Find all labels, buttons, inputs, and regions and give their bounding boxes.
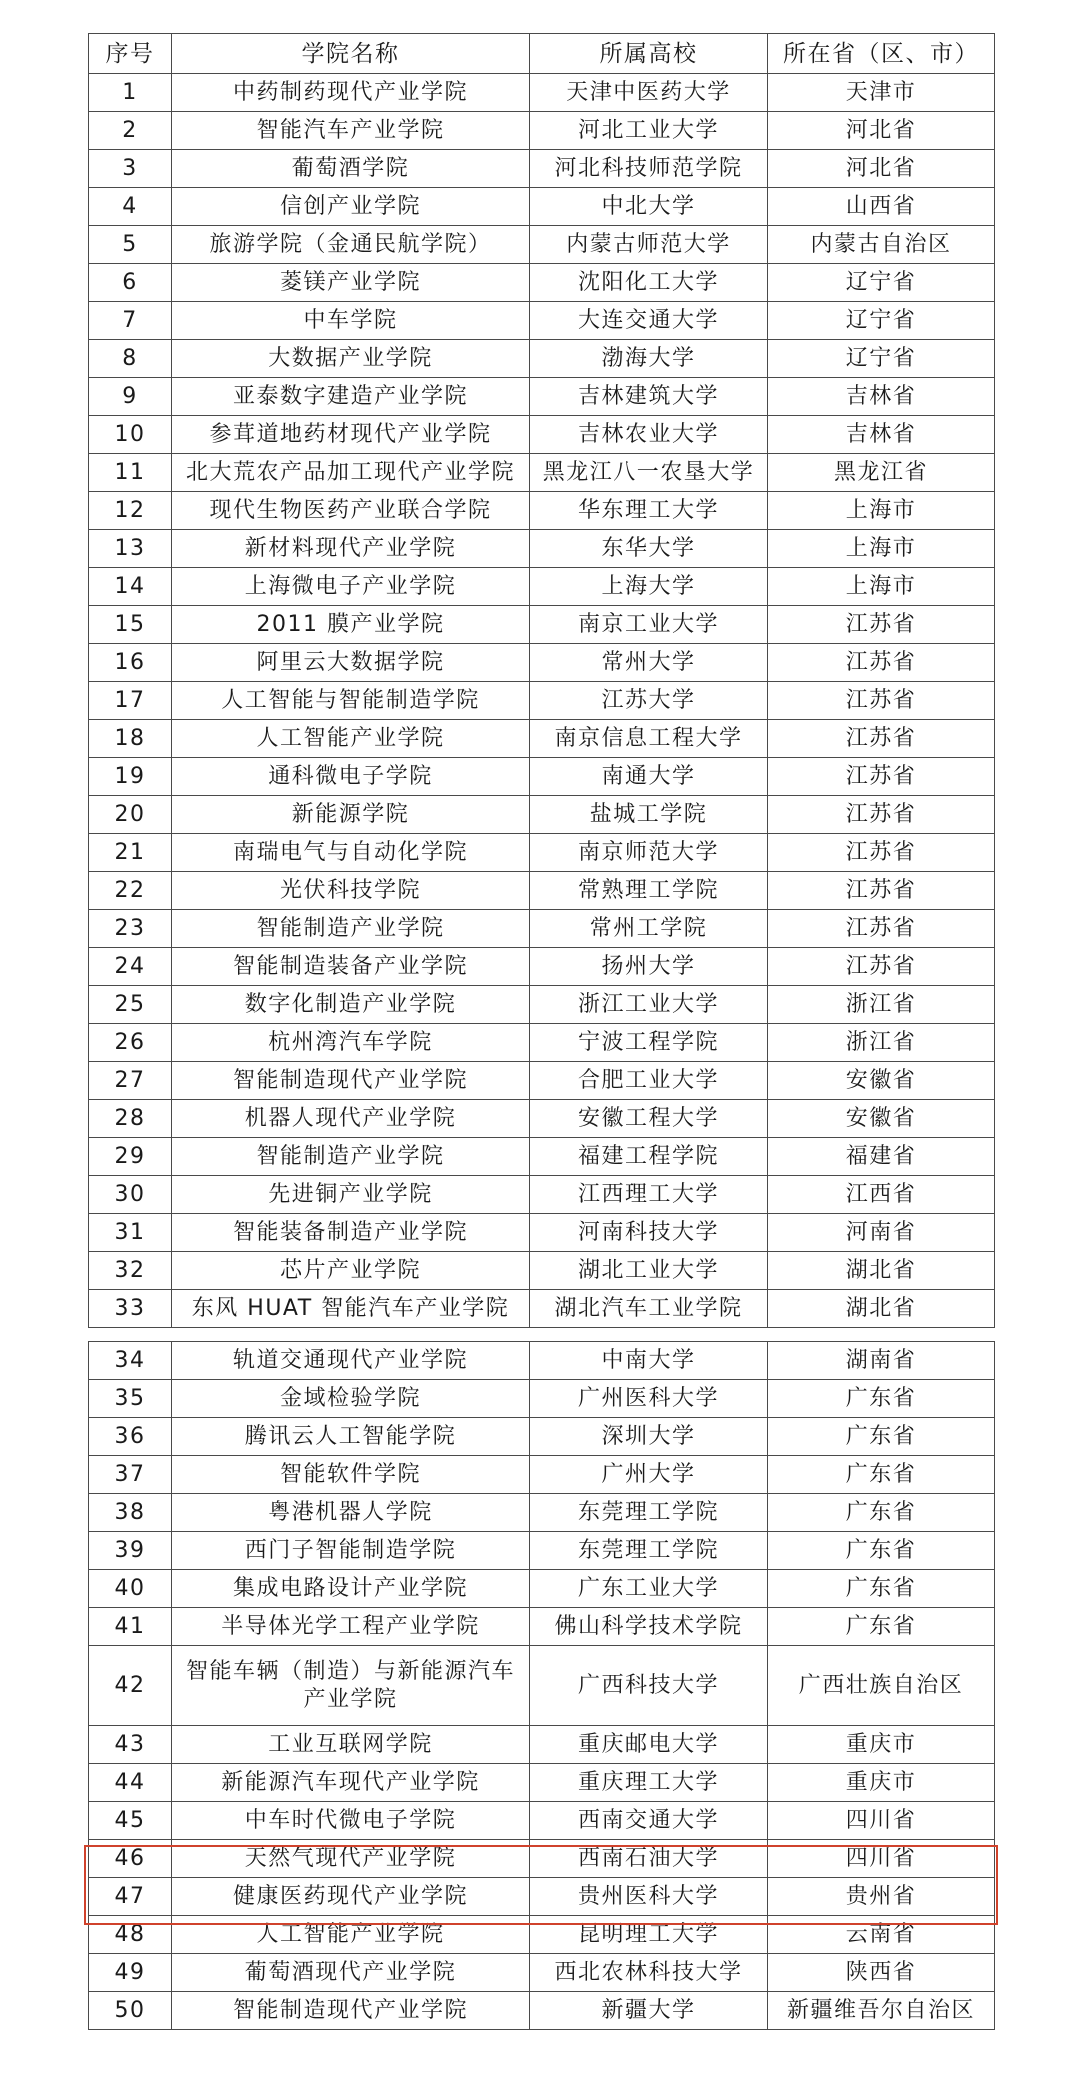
cell-college-name: 葡萄酒学院: [172, 150, 530, 188]
cell-university: 重庆理工大学: [530, 1764, 768, 1802]
cell-province: 黑龙江省: [768, 454, 995, 492]
colleges-table: [88, 33, 995, 2030]
cell-province: 广西壮族自治区: [768, 1646, 995, 1726]
cell-province: 辽宁省: [768, 340, 995, 378]
cell-index: 15: [89, 606, 172, 644]
cell-university: 广州大学: [530, 1456, 768, 1494]
cell-college-name: 新能源汽车现代产业学院: [172, 1764, 530, 1802]
cell-college-name: 智能汽车产业学院: [172, 112, 530, 150]
cell-province: 江苏省: [768, 682, 995, 720]
cell-province: 江苏省: [768, 872, 995, 910]
cell-index: 42: [89, 1646, 172, 1726]
table-row: [89, 340, 995, 378]
cell-university: 昆明理工大学: [530, 1916, 768, 1954]
table-row: [89, 948, 995, 986]
cell-province: 河北省: [768, 150, 995, 188]
cell-college-name: 通科微电子学院: [172, 758, 530, 796]
table-row: [89, 74, 995, 112]
cell-college-name: 数字化制造产业学院: [172, 986, 530, 1024]
cell-university: 天津中医药大学: [530, 74, 768, 112]
cell-province: 吉林省: [768, 378, 995, 416]
table-row: [89, 1954, 995, 1992]
cell-college-name: 信创产业学院: [172, 188, 530, 226]
table-row: [89, 986, 995, 1024]
cell-university: 广东工业大学: [530, 1570, 768, 1608]
cell-university: 江苏大学: [530, 682, 768, 720]
table-row: [89, 1840, 995, 1878]
cell-province: 安徽省: [768, 1100, 995, 1138]
cell-college-name: 芯片产业学院: [172, 1252, 530, 1290]
cell-college-name: 智能制造现代产业学院: [172, 1992, 530, 2030]
cell-province: 上海市: [768, 492, 995, 530]
table-row: [89, 416, 995, 454]
cell-college-name: 人工智能与智能制造学院: [172, 682, 530, 720]
cell-college-name: 智能车辆（制造）与新能源汽车产业学院: [172, 1646, 530, 1726]
cell-university: 广西科技大学: [530, 1646, 768, 1726]
cell-university: 东莞理工学院: [530, 1494, 768, 1532]
cell-index: 14: [89, 568, 172, 606]
cell-university: 扬州大学: [530, 948, 768, 986]
table-header-row: [89, 34, 995, 74]
cell-index: 20: [89, 796, 172, 834]
table-body: [89, 74, 995, 2030]
table-row: [89, 226, 995, 264]
cell-college-name: 中药制药现代产业学院: [172, 74, 530, 112]
cell-index: 23: [89, 910, 172, 948]
table-row: [89, 1176, 995, 1214]
cell-college-name: 智能软件学院: [172, 1456, 530, 1494]
table-row: [89, 1024, 995, 1062]
cell-province: 新疆维吾尔自治区: [768, 1992, 995, 2030]
header-college-name: 学院名称: [172, 34, 530, 74]
table-row: [89, 1214, 995, 1252]
cell-university: 吉林建筑大学: [530, 378, 768, 416]
table-row: [89, 302, 995, 340]
cell-university: 华东理工大学: [530, 492, 768, 530]
cell-university: 南京工业大学: [530, 606, 768, 644]
table-row: [89, 1138, 995, 1176]
table-row: [89, 150, 995, 188]
cell-university: 常州工学院: [530, 910, 768, 948]
cell-index: 11: [89, 454, 172, 492]
cell-index: 48: [89, 1916, 172, 1954]
cell-university: 常州大学: [530, 644, 768, 682]
table-row: [89, 1418, 995, 1456]
cell-university: 深圳大学: [530, 1418, 768, 1456]
cell-university: 广州医科大学: [530, 1380, 768, 1418]
cell-college-name: 上海微电子产业学院: [172, 568, 530, 606]
cell-college-name: 新材料现代产业学院: [172, 530, 530, 568]
cell-college-name: 健康医药现代产业学院: [172, 1878, 530, 1916]
cell-index: 19: [89, 758, 172, 796]
cell-province: 辽宁省: [768, 302, 995, 340]
table-row: [89, 834, 995, 872]
cell-index: 46: [89, 1840, 172, 1878]
cell-college-name: 智能制造现代产业学院: [172, 1062, 530, 1100]
cell-index: 49: [89, 1954, 172, 1992]
cell-province: 天津市: [768, 74, 995, 112]
cell-college-name: 菱镁产业学院: [172, 264, 530, 302]
cell-index: 27: [89, 1062, 172, 1100]
cell-index: 25: [89, 986, 172, 1024]
table-row: [89, 682, 995, 720]
cell-province: 广东省: [768, 1380, 995, 1418]
cell-province: 广东省: [768, 1456, 995, 1494]
cell-college-name: 2011 膜产业学院: [172, 606, 530, 644]
cell-index: 41: [89, 1608, 172, 1646]
cell-college-name: 中车学院: [172, 302, 530, 340]
cell-index: 45: [89, 1802, 172, 1840]
cell-university: 南京师范大学: [530, 834, 768, 872]
table-row: [89, 644, 995, 682]
table-row: [89, 1878, 995, 1916]
cell-province: 贵州省: [768, 1878, 995, 1916]
cell-university: 重庆邮电大学: [530, 1726, 768, 1764]
cell-index: 40: [89, 1570, 172, 1608]
cell-province: 江苏省: [768, 606, 995, 644]
cell-college-name: 东风 HUAT 智能汽车产业学院: [172, 1290, 530, 1328]
cell-college-name: 光伏科技学院: [172, 872, 530, 910]
cell-college-name: 机器人现代产业学院: [172, 1100, 530, 1138]
cell-university: 南京信息工程大学: [530, 720, 768, 758]
cell-index: 39: [89, 1532, 172, 1570]
table-row: [89, 796, 995, 834]
cell-college-name: 半导体光学工程产业学院: [172, 1608, 530, 1646]
cell-university: 东莞理工学院: [530, 1532, 768, 1570]
header-province: 所在省（区、市）: [768, 34, 995, 74]
table-row: [89, 1916, 995, 1954]
cell-province: 广东省: [768, 1608, 995, 1646]
cell-university: 中北大学: [530, 188, 768, 226]
cell-province: 四川省: [768, 1840, 995, 1878]
table-row: [89, 1290, 995, 1328]
table-row: [89, 568, 995, 606]
cell-index: 26: [89, 1024, 172, 1062]
cell-index: 5: [89, 226, 172, 264]
cell-university: 贵州医科大学: [530, 1878, 768, 1916]
cell-index: 10: [89, 416, 172, 454]
header-university: 所属高校: [530, 34, 768, 74]
cell-province: 江苏省: [768, 758, 995, 796]
cell-college-name: 北大荒农产品加工现代产业学院: [172, 454, 530, 492]
table-row: [89, 1646, 995, 1726]
cell-college-name: 新能源学院: [172, 796, 530, 834]
cell-university: 西南交通大学: [530, 1802, 768, 1840]
table-row: [89, 1494, 995, 1532]
cell-index: 2: [89, 112, 172, 150]
cell-university: 西北农林科技大学: [530, 1954, 768, 1992]
cell-province: 上海市: [768, 530, 995, 568]
table-row: [89, 454, 995, 492]
cell-university: 东华大学: [530, 530, 768, 568]
table-row: [89, 188, 995, 226]
table-row: [89, 1380, 995, 1418]
cell-index: 18: [89, 720, 172, 758]
cell-college-name: 人工智能产业学院: [172, 1916, 530, 1954]
cell-university: 合肥工业大学: [530, 1062, 768, 1100]
cell-college-name: 智能制造装备产业学院: [172, 948, 530, 986]
table-row: [89, 1532, 995, 1570]
cell-university: 上海大学: [530, 568, 768, 606]
table-row: [89, 1608, 995, 1646]
cell-university: 江西理工大学: [530, 1176, 768, 1214]
cell-province: 湖南省: [768, 1342, 995, 1380]
cell-college-name: 金域检验学院: [172, 1380, 530, 1418]
cell-index: 21: [89, 834, 172, 872]
header-index: 序号: [89, 34, 172, 74]
cell-college-name: 参茸道地药材现代产业学院: [172, 416, 530, 454]
cell-index: 13: [89, 530, 172, 568]
cell-college-name: 轨道交通现代产业学院: [172, 1342, 530, 1380]
page-break-spacer: [89, 1328, 995, 1342]
table-row: [89, 872, 995, 910]
table-row: [89, 492, 995, 530]
cell-province: 浙江省: [768, 1024, 995, 1062]
cell-index: 9: [89, 378, 172, 416]
table-row: [89, 1764, 995, 1802]
cell-university: 渤海大学: [530, 340, 768, 378]
cell-university: 内蒙古师范大学: [530, 226, 768, 264]
cell-index: 44: [89, 1764, 172, 1802]
cell-index: 30: [89, 1176, 172, 1214]
cell-university: 河北工业大学: [530, 112, 768, 150]
table-row: [89, 378, 995, 416]
cell-college-name: 阿里云大数据学院: [172, 644, 530, 682]
cell-province: 河南省: [768, 1214, 995, 1252]
cell-college-name: 葡萄酒现代产业学院: [172, 1954, 530, 1992]
cell-index: 37: [89, 1456, 172, 1494]
table-row: [89, 1802, 995, 1840]
cell-index: 33: [89, 1290, 172, 1328]
cell-index: 50: [89, 1992, 172, 2030]
cell-university: 宁波工程学院: [530, 1024, 768, 1062]
cell-college-name: 中车时代微电子学院: [172, 1802, 530, 1840]
cell-province: 重庆市: [768, 1726, 995, 1764]
cell-province: 重庆市: [768, 1764, 995, 1802]
table-row: [89, 1456, 995, 1494]
cell-province: 江苏省: [768, 910, 995, 948]
cell-index: 38: [89, 1494, 172, 1532]
cell-index: 28: [89, 1100, 172, 1138]
cell-index: 36: [89, 1418, 172, 1456]
cell-university: 浙江工业大学: [530, 986, 768, 1024]
cell-index: 29: [89, 1138, 172, 1176]
cell-college-name: 杭州湾汽车学院: [172, 1024, 530, 1062]
table-row: [89, 758, 995, 796]
table-row: [89, 1992, 995, 2030]
cell-index: 35: [89, 1380, 172, 1418]
cell-province: 河北省: [768, 112, 995, 150]
cell-college-name: 智能制造产业学院: [172, 1138, 530, 1176]
cell-university: 安徽工程大学: [530, 1100, 768, 1138]
cell-province: 上海市: [768, 568, 995, 606]
table-row: [89, 264, 995, 302]
cell-university: 佛山科学技术学院: [530, 1608, 768, 1646]
cell-index: 22: [89, 872, 172, 910]
table-row: [89, 530, 995, 568]
cell-index: 24: [89, 948, 172, 986]
cell-index: 32: [89, 1252, 172, 1290]
cell-university: 西南石油大学: [530, 1840, 768, 1878]
cell-university: 河北科技师范学院: [530, 150, 768, 188]
cell-college-name: 工业互联网学院: [172, 1726, 530, 1764]
cell-college-name: 智能制造产业学院: [172, 910, 530, 948]
table-row: [89, 1342, 995, 1380]
cell-university: 南通大学: [530, 758, 768, 796]
cell-university: 大连交通大学: [530, 302, 768, 340]
table-row: [89, 606, 995, 644]
page-break-gap: [89, 1328, 995, 1342]
cell-university: 湖北工业大学: [530, 1252, 768, 1290]
cell-province: 广东省: [768, 1532, 995, 1570]
cell-college-name: 亚泰数字建造产业学院: [172, 378, 530, 416]
cell-province: 四川省: [768, 1802, 995, 1840]
cell-college-name: 腾讯云人工智能学院: [172, 1418, 530, 1456]
cell-province: 山西省: [768, 188, 995, 226]
table-row: [89, 1726, 995, 1764]
cell-province: 辽宁省: [768, 264, 995, 302]
cell-province: 广东省: [768, 1418, 995, 1456]
cell-province: 江苏省: [768, 796, 995, 834]
cell-college-name: 天然气现代产业学院: [172, 1840, 530, 1878]
cell-university: 沈阳化工大学: [530, 264, 768, 302]
cell-university: 新疆大学: [530, 1992, 768, 2030]
cell-index: 17: [89, 682, 172, 720]
cell-index: 6: [89, 264, 172, 302]
cell-college-name: 现代生物医药产业联合学院: [172, 492, 530, 530]
table-row: [89, 1062, 995, 1100]
cell-university: 福建工程学院: [530, 1138, 768, 1176]
colleges-table-sheet: [88, 33, 994, 2030]
cell-index: 3: [89, 150, 172, 188]
cell-province: 浙江省: [768, 986, 995, 1024]
cell-college-name: 旅游学院（金通民航学院）: [172, 226, 530, 264]
cell-province: 广东省: [768, 1570, 995, 1608]
cell-university: 黑龙江八一农垦大学: [530, 454, 768, 492]
cell-province: 吉林省: [768, 416, 995, 454]
cell-province: 福建省: [768, 1138, 995, 1176]
cell-province: 安徽省: [768, 1062, 995, 1100]
cell-province: 内蒙古自治区: [768, 226, 995, 264]
table-row: [89, 720, 995, 758]
table-row: [89, 910, 995, 948]
cell-province: 广东省: [768, 1494, 995, 1532]
cell-index: 47: [89, 1878, 172, 1916]
cell-college-name: 集成电路设计产业学院: [172, 1570, 530, 1608]
cell-college-name: 先进铜产业学院: [172, 1176, 530, 1214]
cell-index: 8: [89, 340, 172, 378]
cell-university: 吉林农业大学: [530, 416, 768, 454]
table-row: [89, 112, 995, 150]
cell-index: 1: [89, 74, 172, 112]
cell-college-name: 大数据产业学院: [172, 340, 530, 378]
cell-province: 湖北省: [768, 1252, 995, 1290]
cell-index: 31: [89, 1214, 172, 1252]
cell-university: 中南大学: [530, 1342, 768, 1380]
table-row: [89, 1252, 995, 1290]
cell-index: 34: [89, 1342, 172, 1380]
cell-college-name: 智能装备制造产业学院: [172, 1214, 530, 1252]
cell-province: 江苏省: [768, 948, 995, 986]
cell-index: 12: [89, 492, 172, 530]
cell-index: 43: [89, 1726, 172, 1764]
cell-index: 7: [89, 302, 172, 340]
cell-province: 江苏省: [768, 720, 995, 758]
table-row: [89, 1570, 995, 1608]
cell-index: 16: [89, 644, 172, 682]
cell-college-name: 南瑞电气与自动化学院: [172, 834, 530, 872]
cell-college-name: 西门子智能制造学院: [172, 1532, 530, 1570]
cell-university: 湖北汽车工业学院: [530, 1290, 768, 1328]
table-row: [89, 1100, 995, 1138]
cell-province: 云南省: [768, 1916, 995, 1954]
cell-university: 盐城工学院: [530, 796, 768, 834]
cell-province: 江苏省: [768, 644, 995, 682]
cell-index: 4: [89, 188, 172, 226]
cell-college-name: 粤港机器人学院: [172, 1494, 530, 1532]
cell-university: 河南科技大学: [530, 1214, 768, 1252]
cell-province: 江苏省: [768, 834, 995, 872]
cell-province: 湖北省: [768, 1290, 995, 1328]
cell-college-name: 人工智能产业学院: [172, 720, 530, 758]
cell-province: 江西省: [768, 1176, 995, 1214]
cell-province: 陕西省: [768, 1954, 995, 1992]
cell-university: 常熟理工学院: [530, 872, 768, 910]
